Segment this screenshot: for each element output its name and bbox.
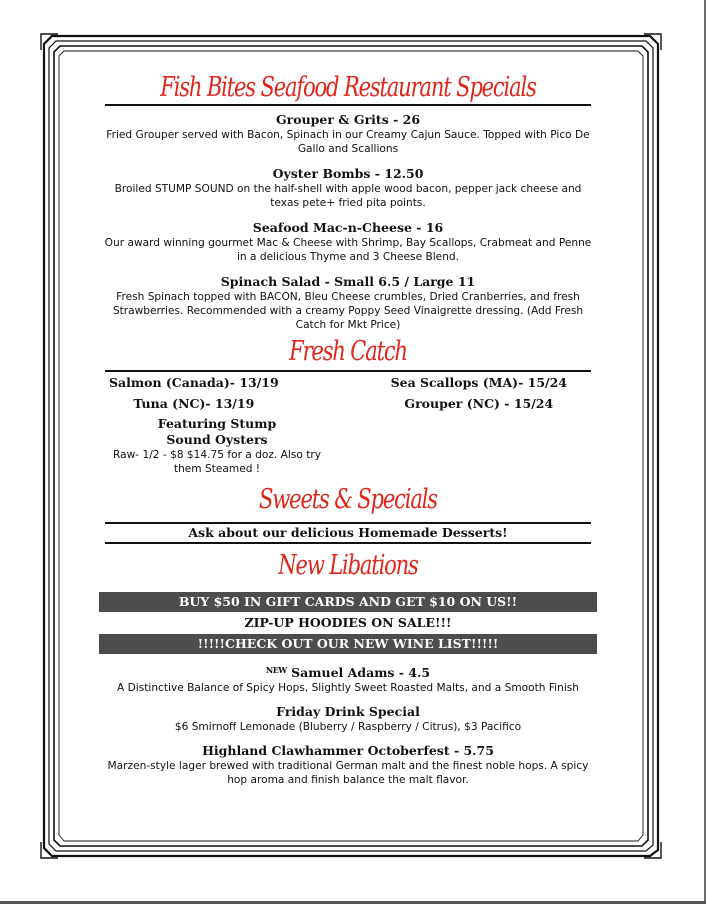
special-item-name: Seafood Mac-n-Cheese - 16: [252, 220, 444, 235]
special-item: [99, 220, 597, 264]
special-item: [99, 274, 597, 332]
special-item-desc: Fried Grouper served with Bacon, Spinach in our Creamy Cajun Sauce. Topped with Pico De Gallo and Scallions: [106, 129, 590, 155]
special-item-desc: Fresh Spinach topped with BACON, Bleu Cheese crumbles, Dried Cranberries, and fresh Strawberries. Recommended with a creamy Poppy Seed Vinaigrette dressing. (Add Fresh Catch for Mkt Price): [112, 291, 584, 331]
special-item-name: Oyster Bombs - 12.50: [272, 166, 424, 181]
featured-desc: Raw- 1/2 - $8 $14.75 for a doz. Also try them Steamed !: [113, 449, 321, 475]
libation-item-name: Friday Drink Special: [276, 704, 420, 719]
fresh-catch-right-column: [391, 372, 567, 414]
special-item-desc: Broiled STUMP SOUND on the half-shell with apple wood bacon, pepper jack cheese and texas pete+ fried pita points.: [114, 183, 582, 209]
catch-item: Sea Scallops (MA)- 15/24: [390, 375, 567, 390]
hoodies-note: ZIP-UP HOODIES ON SALE!!!: [244, 615, 452, 630]
special-item: [99, 166, 597, 210]
wine-list-banner: !!!!!CHECK OUT OUR NEW WINE LIST!!!!!: [99, 634, 597, 654]
featured-oysters: [97, 416, 337, 476]
libation-item-name: Highland Clawhammer Octoberfest - 5.75: [202, 743, 494, 758]
new-badge: NEW: [265, 665, 287, 675]
sweets-rule-bottom: [105, 542, 591, 544]
fresh-catch-list: [99, 372, 597, 414]
special-item-desc: Our award winning gourmet Mac & Cheese with Shrimp, Bay Scallops, Crabmeat and Penne in a delicious Thyme and 3 Cheese Blend.: [104, 237, 592, 263]
special-item: [99, 112, 597, 156]
libation-item: [99, 662, 597, 695]
libation-item-name: [99, 662, 597, 681]
libation-item: [99, 704, 597, 734]
libation-name-text: Samuel Adams - 4.5: [291, 665, 431, 680]
libation-item-desc: Marzen-style lager brewed with traditional German malt and the finest noble hops. A spicy hop aroma and finish balance the malt flavor.: [107, 760, 589, 786]
catch-item: Grouper (NC) - 15/24: [404, 396, 554, 411]
fresh-catch-title: Fresh Catch: [289, 336, 407, 367]
fresh-catch-left-column: [109, 372, 279, 414]
libations-title: New Libations: [278, 550, 418, 581]
libation-item-desc: $6 Smirnoff Lemonade (Bluberry / Raspberry / Citrus), $3 Pacifico: [174, 721, 522, 733]
sweets-title: Sweets & Specials: [259, 484, 437, 515]
catch-item: Salmon (Canada)- 13/19: [109, 375, 279, 390]
desserts-note: Ask about our delicious Homemade Desserts!: [188, 525, 508, 540]
featured-name: Featuring Stump Sound Oysters: [157, 416, 277, 447]
menu-content: [99, 70, 597, 787]
special-item-name: Grouper & Grits - 26: [275, 112, 421, 127]
libation-item-desc: A Distinctive Balance of Spicy Hops, Slightly Sweet Roasted Malts, and a Smooth Finish: [116, 682, 579, 694]
libation-item: [99, 743, 597, 787]
catch-item: Tuna (NC)- 13/19: [133, 396, 255, 411]
special-item-name: Spinach Salad - Small 6.5 / Large 11: [220, 274, 476, 289]
specials-title: Fish Bites Seafood Restaurant Specials: [160, 72, 536, 103]
gift-card-banner: BUY $50 IN GIFT CARDS AND GET $10 ON US!!: [99, 592, 597, 612]
